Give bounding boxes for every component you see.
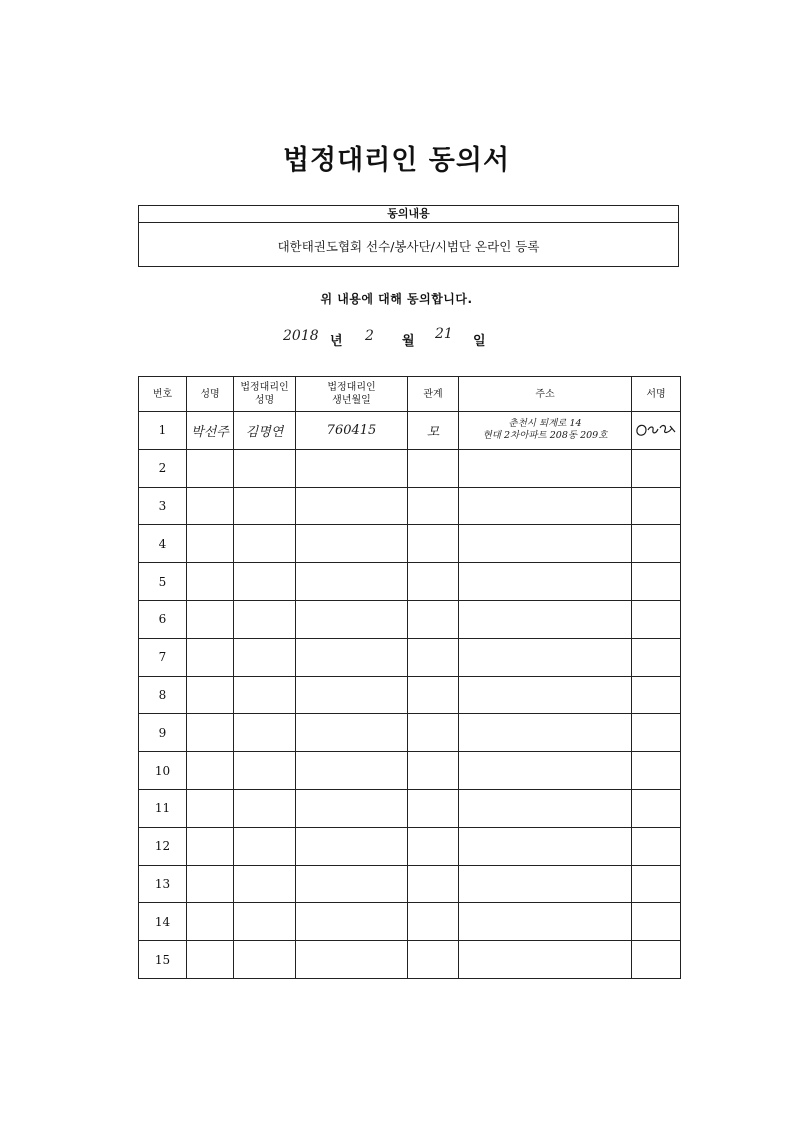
header-signature: 서명 — [632, 377, 681, 412]
signature-cell — [632, 903, 681, 941]
header-guardian-birth — [296, 377, 408, 412]
guardian-birth-cell — [296, 676, 408, 714]
row-number-cell: 9 — [139, 714, 187, 752]
signature-cell — [632, 449, 681, 487]
guardian-name-cell: 김명연 — [234, 412, 296, 450]
relation-cell — [408, 827, 459, 865]
guardian-name-cell — [234, 903, 296, 941]
relation-cell — [408, 903, 459, 941]
consent-header: 동의내용 — [139, 206, 678, 223]
address-cell — [459, 487, 632, 525]
signature-cell — [632, 789, 681, 827]
row-number-cell: 14 — [139, 903, 187, 941]
relation-cell: 모 — [408, 412, 459, 450]
student-name-cell — [187, 449, 234, 487]
date-line — [0, 326, 793, 350]
date-year-handwritten: 2018 — [283, 328, 319, 344]
header-guardian-birth-line2: 생년월일 — [332, 395, 371, 406]
table-row — [139, 525, 681, 563]
document-title: 법정대리인 동의서 — [282, 145, 511, 176]
relation-cell — [408, 563, 459, 601]
address-cell — [459, 903, 632, 941]
row-number-cell: 5 — [139, 563, 187, 601]
guardian-name-cell — [234, 714, 296, 752]
signature-cell — [632, 752, 681, 790]
guardian-birth-cell — [296, 449, 408, 487]
student-name-cell — [187, 752, 234, 790]
row-number-cell: 8 — [139, 676, 187, 714]
guardian-name-cell — [234, 941, 296, 979]
table-row — [139, 412, 681, 450]
agreement-statement: 위 내용에 대해 동의합니다. — [320, 292, 473, 306]
signature-cell — [632, 714, 681, 752]
table-row — [139, 941, 681, 979]
header-relation: 관계 — [408, 377, 459, 412]
header-name: 성명 — [187, 377, 234, 412]
student-name-cell — [187, 676, 234, 714]
consent-box — [138, 205, 679, 267]
signature-cell — [632, 941, 681, 979]
guardian-name-cell — [234, 752, 296, 790]
table-row — [139, 903, 681, 941]
table-row — [139, 714, 681, 752]
guardian-name-cell — [234, 449, 296, 487]
signature-cell — [632, 487, 681, 525]
signature-cell — [632, 412, 681, 450]
table-row — [139, 752, 681, 790]
table-row — [139, 676, 681, 714]
guardian-name-cell — [234, 600, 296, 638]
address-line1: 춘천시 퇴계로 14 — [508, 418, 582, 430]
guardian-birth-cell — [296, 903, 408, 941]
guardian-name-cell — [234, 676, 296, 714]
header-guardian-name-line2: 성명 — [254, 395, 275, 406]
signature-cell — [632, 525, 681, 563]
guardian-name-cell — [234, 638, 296, 676]
table-row — [139, 638, 681, 676]
row-number-cell: 3 — [139, 487, 187, 525]
relation-cell — [408, 676, 459, 714]
student-name-cell — [187, 865, 234, 903]
row-number-cell: 13 — [139, 865, 187, 903]
row-number-cell: 11 — [139, 789, 187, 827]
relation-cell — [408, 789, 459, 827]
table-header-row — [139, 377, 681, 412]
guardian-name-cell — [234, 487, 296, 525]
student-name-cell — [187, 903, 234, 941]
guardian-roster-table — [138, 376, 681, 979]
student-name-cell: 박선주 — [187, 412, 234, 450]
address-cell — [459, 752, 632, 790]
student-name-cell — [187, 714, 234, 752]
header-guardian-birth-line1: 법정대리인 — [327, 382, 376, 393]
row-number-cell: 10 — [139, 752, 187, 790]
address-line2: 현대 2차아파트 208동 209호 — [482, 430, 608, 442]
guardian-birth-cell — [296, 563, 408, 601]
row-number-cell: 6 — [139, 600, 187, 638]
relation-cell — [408, 600, 459, 638]
guardian-birth-cell — [296, 525, 408, 563]
row-number-cell: 12 — [139, 827, 187, 865]
table-row — [139, 827, 681, 865]
guardian-birth-cell — [296, 827, 408, 865]
table-row — [139, 865, 681, 903]
address-cell — [459, 714, 632, 752]
signature-cell — [632, 827, 681, 865]
signature-cell — [632, 865, 681, 903]
signature-cell — [632, 563, 681, 601]
student-name-cell — [187, 789, 234, 827]
relation-cell — [408, 525, 459, 563]
guardian-birth-cell — [296, 714, 408, 752]
consent-body: 대한태권도협회 선수/봉사단/시범단 온라인 등록 — [277, 239, 540, 254]
student-name-cell — [187, 525, 234, 563]
guardian-birth-cell — [296, 865, 408, 903]
table-row — [139, 487, 681, 525]
guardian-name-cell — [234, 827, 296, 865]
guardian-birth-cell — [296, 638, 408, 676]
row-number-cell: 4 — [139, 525, 187, 563]
relation-cell — [408, 449, 459, 487]
date-day-handwritten: 21 — [435, 326, 453, 342]
address-cell — [459, 412, 632, 450]
guardian-birth-cell — [296, 600, 408, 638]
guardian-birth-cell — [296, 752, 408, 790]
table-row — [139, 600, 681, 638]
relation-cell — [408, 638, 459, 676]
row-number-cell: 7 — [139, 638, 187, 676]
header-number: 번호 — [139, 377, 187, 412]
signature-cell — [632, 676, 681, 714]
student-name-cell — [187, 563, 234, 601]
relation-cell — [408, 714, 459, 752]
date-day-label: 일 — [473, 334, 486, 349]
student-name-cell — [187, 638, 234, 676]
address-cell — [459, 676, 632, 714]
guardian-name-cell — [234, 789, 296, 827]
guardian-name-cell — [234, 525, 296, 563]
relation-cell — [408, 752, 459, 790]
handwritten-signature — [634, 418, 678, 442]
guardian-name-cell — [234, 865, 296, 903]
table-row — [139, 563, 681, 601]
address-cell — [459, 600, 632, 638]
signature-cell — [632, 638, 681, 676]
guardian-name-cell — [234, 563, 296, 601]
student-name-cell — [187, 487, 234, 525]
guardian-birth-cell — [296, 789, 408, 827]
header-address: 주소 — [459, 377, 632, 412]
date-month-label: 월 — [402, 334, 415, 349]
guardian-birth-cell — [296, 941, 408, 979]
address-cell — [459, 941, 632, 979]
signature-cell — [632, 600, 681, 638]
student-name-cell — [187, 827, 234, 865]
guardian-birth-cell: 760415 — [296, 412, 408, 450]
address-cell — [459, 827, 632, 865]
address-cell — [459, 449, 632, 487]
student-name-cell — [187, 600, 234, 638]
date-year-label: 년 — [330, 334, 343, 349]
table-row — [139, 449, 681, 487]
address-cell — [459, 865, 632, 903]
relation-cell — [408, 487, 459, 525]
row-number-cell: 2 — [139, 449, 187, 487]
row-number-cell: 15 — [139, 941, 187, 979]
guardian-birth-cell — [296, 487, 408, 525]
relation-cell — [408, 941, 459, 979]
table-row — [139, 789, 681, 827]
address-cell — [459, 638, 632, 676]
relation-cell — [408, 865, 459, 903]
address-cell — [459, 525, 632, 563]
address-cell — [459, 789, 632, 827]
date-month-handwritten: 2 — [365, 328, 374, 344]
header-guardian-name-line1: 법정대리인 — [240, 382, 289, 393]
address-cell — [459, 563, 632, 601]
row-number-cell: 1 — [139, 412, 187, 450]
header-guardian-name — [234, 377, 296, 412]
student-name-cell — [187, 941, 234, 979]
